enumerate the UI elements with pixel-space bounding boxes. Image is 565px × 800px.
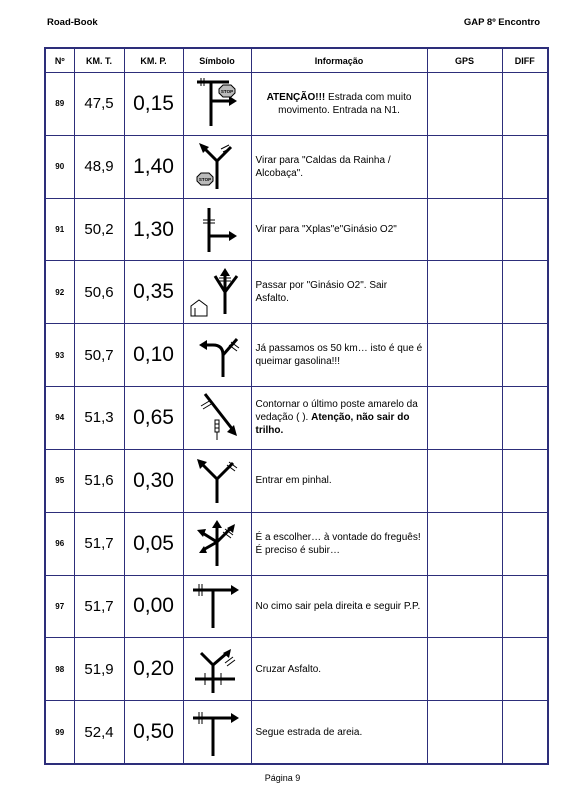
diff-cell: [502, 701, 548, 764]
km-partial: 0,30: [124, 449, 183, 512]
km-partial: 0,00: [124, 575, 183, 638]
km-total: 51,3: [74, 387, 124, 450]
km-partial: 0,05: [124, 512, 183, 575]
col-header-km-partial: KM. P.: [124, 48, 183, 73]
km-total: 51,6: [74, 449, 124, 512]
diff-cell: [502, 135, 548, 198]
gps-cell: [427, 198, 502, 261]
km-partial: 1,30: [124, 198, 183, 261]
info-text: Passar por "Ginásio O2". Sair Asfalto.: [251, 261, 427, 324]
table-row: [45, 638, 548, 701]
gps-cell: [427, 449, 502, 512]
stop-left-turn-icon: [187, 139, 247, 195]
diff-cell: [502, 638, 548, 701]
multi-fork-icon: [187, 516, 247, 572]
stop-junction-icon: [187, 76, 247, 132]
diff-cell: [502, 261, 548, 324]
km-partial: 1,40: [124, 135, 183, 198]
col-header-symbol: Símbolo: [183, 48, 251, 73]
diff-cell: [502, 512, 548, 575]
gps-cell: [427, 387, 502, 450]
diff-cell: [502, 198, 548, 261]
row-number: 89: [45, 73, 74, 136]
diff-cell: [502, 575, 548, 638]
col-header-info: Informação: [251, 48, 427, 73]
km-total: 50,7: [74, 324, 124, 387]
diff-cell: [502, 324, 548, 387]
col-header-gps: GPS: [427, 48, 502, 73]
km-partial: 0,50: [124, 701, 183, 764]
page-number: Página 9: [264, 773, 301, 783]
svg-text:STOP: STOP: [220, 88, 234, 94]
info-warning: ATENÇÃO!!!: [266, 91, 326, 103]
info-text: É a escolher… à vontade do freguês! É preciso é subir…: [251, 512, 427, 575]
row-number: 93: [45, 324, 74, 387]
row-number: 96: [45, 512, 74, 575]
km-total: 51,7: [74, 512, 124, 575]
doc-title: Road-Book: [47, 17, 98, 28]
gps-cell: [427, 575, 502, 638]
km-total: 51,7: [74, 575, 124, 638]
km-total: 50,2: [74, 198, 124, 261]
table-row: [45, 575, 548, 638]
km-total: 52,4: [74, 701, 124, 764]
gps-cell: [427, 135, 502, 198]
y-fork-icon: [187, 453, 247, 509]
info-text: Cruzar Asfalto.: [251, 638, 427, 701]
info-text: Estrada com muito movimento. Entrada na N1.: [278, 91, 412, 116]
curve-left-icon: [187, 327, 247, 383]
table-row: [45, 73, 548, 136]
info-text: Já passamos os 50 km… isto é que é queimar gasolina!!!: [251, 324, 427, 387]
table-row: [45, 512, 548, 575]
t-right-icon: [187, 578, 247, 634]
diff-cell: [502, 449, 548, 512]
km-partial: 0,15: [124, 73, 183, 136]
col-header-diff: DIFF: [502, 48, 548, 73]
fork-with-building-icon: [187, 264, 247, 320]
table-row: [45, 324, 548, 387]
info-text: Segue estrada de areia.: [251, 701, 427, 764]
gps-cell: [427, 512, 502, 575]
gps-cell: [427, 324, 502, 387]
km-partial: 0,20: [124, 638, 183, 701]
info-text: No cimo sair pela direita e seguir P.P.: [251, 575, 427, 638]
event-title: GAP 8º Encontro: [463, 17, 540, 28]
km-total: 48,9: [74, 135, 124, 198]
gps-cell: [427, 261, 502, 324]
t-right-icon-2: [187, 704, 247, 760]
row-number: 91: [45, 198, 74, 261]
table-row: [45, 387, 548, 450]
row-number: 98: [45, 638, 74, 701]
km-partial: 0,10: [124, 324, 183, 387]
km-total: 51,9: [74, 638, 124, 701]
info-text: Virar para "Xplas"e"Ginásio O2": [251, 198, 427, 261]
info-text: Entrar em pinhal.: [251, 449, 427, 512]
svg-text:STOP: STOP: [198, 176, 212, 182]
table-header-row: [45, 48, 548, 73]
col-header-km-total: KM. T.: [74, 48, 124, 73]
info-text: Contornar o último poste amarelo da vedação ( ).: [255, 399, 418, 424]
table-row: [45, 701, 548, 764]
km-partial: 0,65: [124, 387, 183, 450]
gps-cell: [427, 701, 502, 764]
table-row: [45, 261, 548, 324]
km-total: 50,6: [74, 261, 124, 324]
row-number: 97: [45, 575, 74, 638]
row-number: 99: [45, 701, 74, 764]
diff-cell: [502, 73, 548, 136]
gps-cell: [427, 638, 502, 701]
row-number: 95: [45, 449, 74, 512]
gps-cell: [427, 73, 502, 136]
roadbook-table: [44, 47, 549, 765]
diff-cell: [502, 387, 548, 450]
crossing-icon: [187, 641, 247, 697]
pole-diagonal-icon: [187, 390, 247, 446]
right-turn-icon: [187, 202, 247, 258]
info-text: Virar para "Caldas da Rainha / Alcobaça".: [251, 135, 427, 198]
info-warning: Atenção, não sair do trilho.: [255, 412, 410, 437]
row-number: 94: [45, 387, 74, 450]
col-header-number: Nº: [45, 48, 74, 73]
km-total: 47,5: [74, 73, 124, 136]
table-row: [45, 198, 548, 261]
km-partial: 0,35: [124, 261, 183, 324]
table-row: [45, 135, 548, 198]
row-number: 92: [45, 261, 74, 324]
row-number: 90: [45, 135, 74, 198]
table-row: [45, 449, 548, 512]
